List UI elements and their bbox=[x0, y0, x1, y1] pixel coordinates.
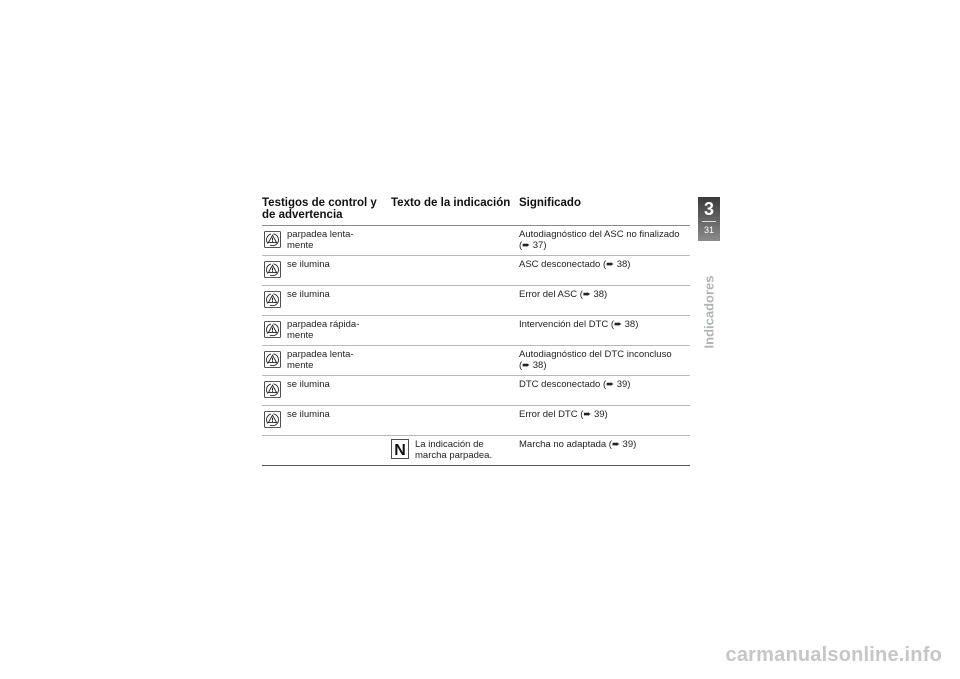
status-cell: parpadea rápida- mente bbox=[287, 319, 360, 341]
table-row bbox=[262, 436, 690, 466]
status-cell: parpadea lenta- mente bbox=[287, 229, 354, 251]
meaning-cell: Intervención del DTC (➨ 38) bbox=[519, 319, 639, 330]
meaning-cell: DTC desconectado (➨ 39) bbox=[519, 379, 631, 390]
table-row bbox=[262, 346, 690, 376]
header-status: Testigos de control y de advertencia bbox=[262, 197, 377, 221]
header-meaning: Significado bbox=[519, 197, 581, 209]
svg-text:N: N bbox=[394, 442, 406, 459]
neutral-gear-icon bbox=[391, 439, 409, 459]
asc-dtc-warning-icon bbox=[264, 381, 281, 398]
meaning-cell: ASC desconectado (➨ 38) bbox=[519, 259, 631, 270]
table-row bbox=[262, 256, 690, 286]
asc-dtc-warning-icon bbox=[264, 231, 281, 248]
display-cell: La indicación de marcha parpadea. bbox=[415, 439, 493, 461]
table-header bbox=[262, 197, 690, 226]
status-cell: se ilumina bbox=[287, 259, 330, 270]
meaning-cell: Marcha no adaptada (➨ 39) bbox=[519, 439, 637, 450]
status-cell: se ilumina bbox=[287, 379, 330, 390]
asc-dtc-warning-icon bbox=[264, 351, 281, 368]
asc-dtc-warning-icon bbox=[264, 411, 281, 428]
section-title: Indicadores bbox=[701, 275, 717, 349]
status-cell: parpadea lenta- mente bbox=[287, 349, 354, 371]
asc-dtc-warning-icon bbox=[264, 321, 281, 338]
meaning-cell: Error del ASC (➨ 38) bbox=[519, 289, 608, 300]
status-cell: se ilumina bbox=[287, 409, 330, 420]
chapter-tab bbox=[698, 197, 720, 241]
table-row bbox=[262, 316, 690, 346]
table-body bbox=[262, 226, 690, 466]
table-row bbox=[262, 286, 690, 316]
asc-dtc-warning-icon bbox=[264, 291, 281, 308]
asc-dtc-warning-icon bbox=[264, 261, 281, 278]
table-row bbox=[262, 226, 690, 256]
meaning-cell: Error del DTC (➨ 39) bbox=[519, 409, 608, 420]
header-display: Texto de la indicación bbox=[391, 197, 511, 209]
indicator-table bbox=[262, 197, 690, 466]
table-row bbox=[262, 406, 690, 436]
page-number: 31 bbox=[703, 225, 714, 235]
status-cell: se ilumina bbox=[287, 289, 330, 300]
table-row bbox=[262, 376, 690, 406]
meaning-cell: Autodiagnóstico del DTC inconcluso (➨ 38) bbox=[519, 349, 672, 371]
watermark: carmanualsonline.info bbox=[725, 644, 942, 666]
chapter-divider bbox=[702, 221, 716, 222]
chapter-number: 3 bbox=[703, 199, 714, 219]
meaning-cell: Autodiagnóstico del ASC no finalizado (➨ 37) bbox=[519, 229, 680, 251]
